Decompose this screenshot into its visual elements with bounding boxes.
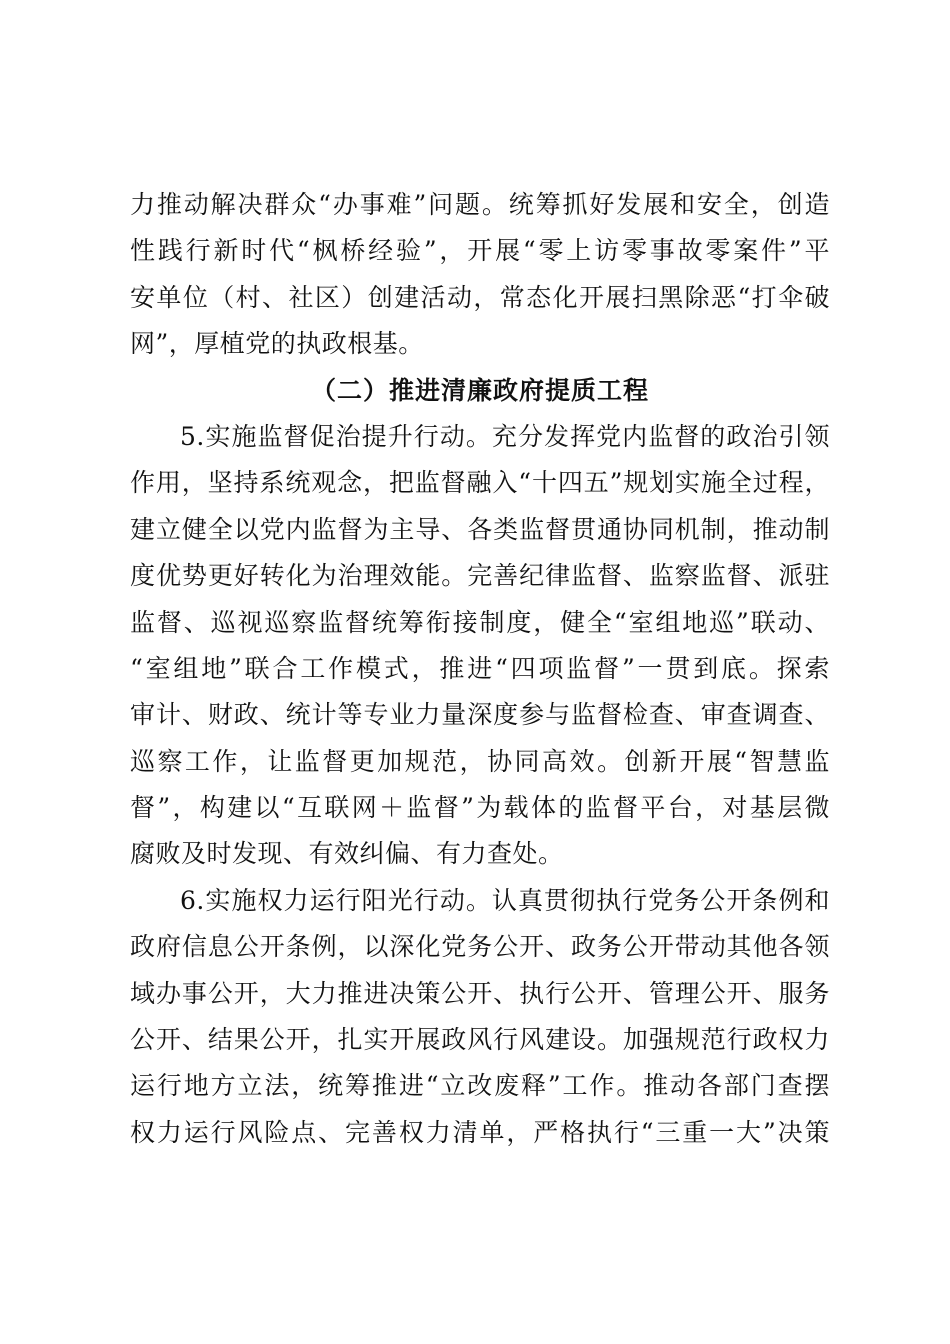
paragraph-item-5 — [130, 414, 830, 878]
text-line: 公开、结果公开，扎实开展政风行风建设。加强规范行政权力 — [130, 1025, 830, 1055]
text-line: 作用，坚持系统观念，把监督融入“十四五”规划实施全过程， — [130, 468, 830, 498]
text-line: 力推动解决群众“办事难”问题。统筹抓好发展和安全，创造 — [130, 190, 830, 219]
text-line: 腐败及时发现、有效纠偏、有力查处。 — [130, 839, 564, 869]
text-line: 度优势更好转化为治理效能。完善纪律监督、监察监督、派驻 — [130, 561, 830, 591]
section-heading: （二）推进清廉政府提质工程 — [310, 375, 649, 405]
paragraph-continued — [130, 182, 830, 368]
text-line: 安单位（村、社区）创建活动，常态化开展扫黑除恶“打伞破 — [130, 282, 830, 312]
text-line: 权力运行风险点、完善权力清单，严格执行“三重一大”决策 — [130, 1117, 830, 1147]
text-line: 网”，厚植党的执政根基。 — [130, 329, 424, 359]
document-body — [130, 182, 830, 1156]
text-line: 域办事公开，大力推进决策公开、执行公开、管理公开、服务 — [130, 978, 830, 1008]
text-line: “室组地”联合工作模式，推进“四项监督”一贯到底。探索 — [130, 653, 830, 683]
text-line: 6.实施权力运行阳光行动。认真贯彻执行党务公开条例和 — [180, 885, 830, 915]
text-line: 建立健全以党内监督为主导、各类监督贯通协同机制，推动制 — [130, 514, 830, 544]
text-line: 5.实施监督促治提升行动。充分发挥党内监督的政治引领 — [180, 421, 830, 451]
text-line: 运行地方立法，统筹推进“立改废释”工作。推动各部门查摆 — [130, 1071, 830, 1101]
text-line: 政府信息公开条例，以深化党务公开、政务公开带动其他各领 — [130, 932, 830, 962]
text-line: 巡察工作，让监督更加规范，协同高效。创新开展“智慧监 — [130, 746, 830, 776]
text-line: 督”，构建以“互联网＋监督”为载体的监督平台，对基层微 — [130, 793, 830, 823]
text-line: 监督、巡视巡察监督统筹衔接制度，健全“室组地巡”联动、 — [130, 607, 830, 637]
text-line: 性践行新时代“枫桥经验”，开展“零上访零事故零案件”平 — [130, 236, 830, 266]
paragraph-item-6 — [130, 878, 830, 1156]
text-line: 审计、财政、统计等专业力量深度参与监督检查、审查调查、 — [130, 700, 830, 730]
